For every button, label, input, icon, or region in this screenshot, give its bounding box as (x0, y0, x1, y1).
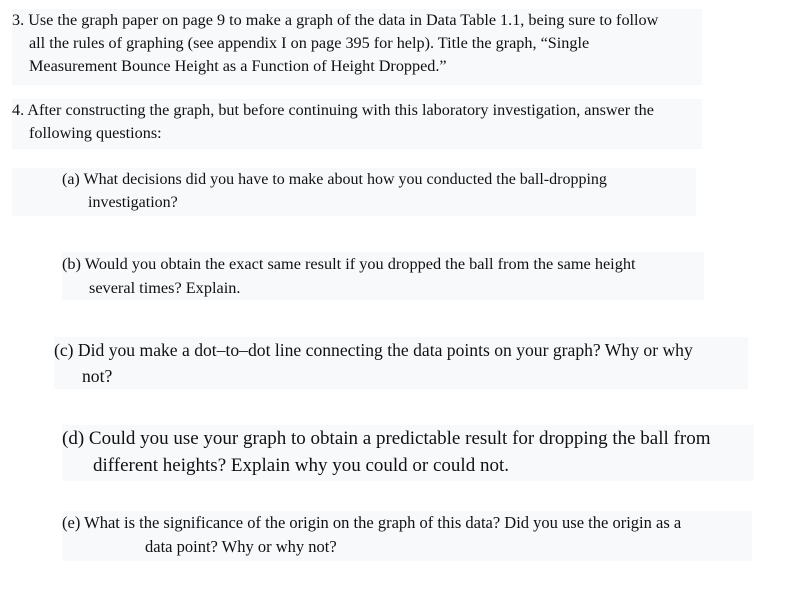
item-4-line-2: following questions: (29, 124, 162, 142)
item-3-line-2: all the rules of graphing (see appendix I on page 395 for help). Title the graph, “Single (29, 34, 590, 52)
question-c (54, 337, 748, 389)
question-c-line-1: (c) Did you make a dot–to–dot line connecting the data points on your graph? Why or why (54, 340, 693, 360)
question-d (62, 425, 754, 481)
question-b-line-1: (b) Would you obtain the exact same result if you dropped the ball from the same height (62, 254, 636, 273)
question-e (62, 511, 752, 561)
question-e-line-1: (e) What is the significance of the origin on the graph of this data? Did you use the origin as a (62, 513, 682, 532)
question-a-line-1: (a) What decisions did you have to make about how you conducted the ball-dropping (62, 171, 607, 188)
question-c-line-2: not? (82, 366, 113, 386)
instruction-item-3 (12, 9, 702, 85)
question-d-line-1: (d) Could you use your graph to obtain a predictable result for dropping the ball from (62, 428, 711, 449)
question-a (12, 168, 696, 216)
question-b (62, 252, 704, 300)
question-b-line-2: several times? Explain. (89, 278, 241, 297)
instruction-item-4 (12, 99, 702, 149)
question-d-line-2: different heights? Explain why you could or could not. (93, 455, 509, 476)
question-e-line-2: data point? Why or why not? (145, 537, 337, 556)
question-a-line-2: investigation? (88, 194, 178, 211)
item-3-line-3: Measurement Bounce Height as a Function of Height Dropped.” (29, 57, 447, 75)
item-4-line-1: 4. After constructing the graph, but before continuing with this laboratory investigation, answer the (12, 101, 654, 119)
item-3-line-1: 3. Use the graph paper on page 9 to make a graph of the data in Data Table 1.1, being sure to follow (12, 11, 659, 29)
